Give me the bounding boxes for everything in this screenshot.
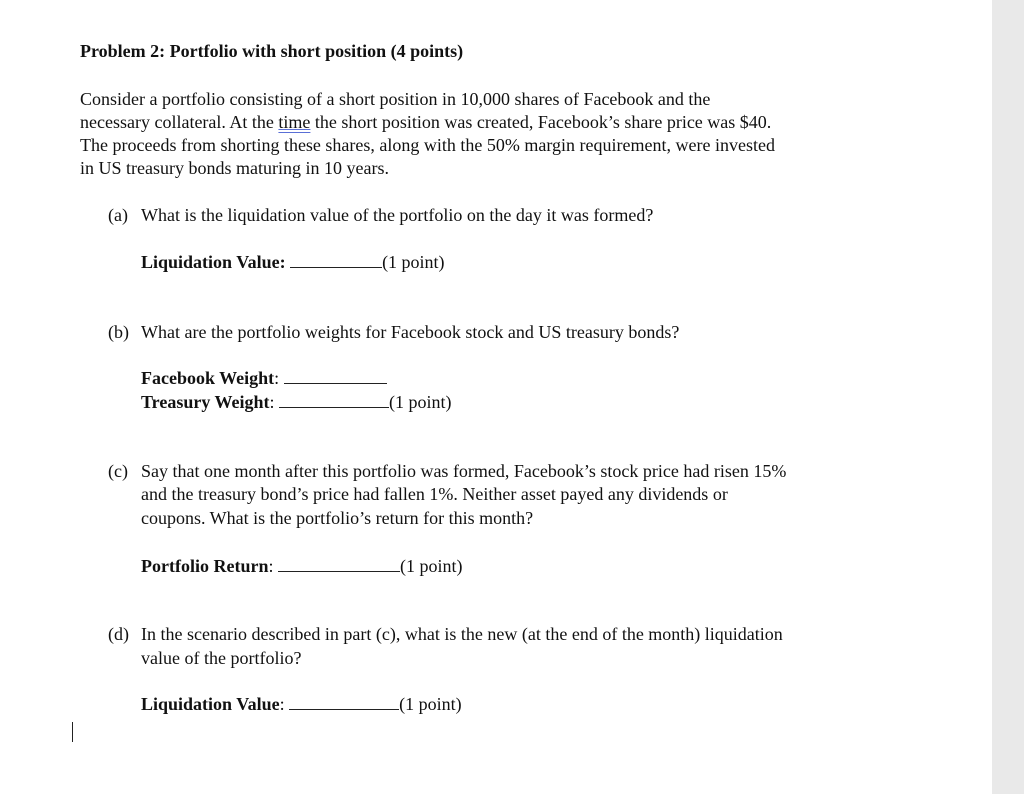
portfolio-return-blank[interactable] xyxy=(278,554,400,572)
portfolio-return-label: Portfolio Return xyxy=(141,556,269,576)
intro-line-3: The proceeds from shorting these shares, along with the 50% margin requirement, were invested xyxy=(80,135,775,155)
new-liquidation-value-blank[interactable] xyxy=(289,692,399,710)
facebook-weight-blank[interactable] xyxy=(284,366,387,384)
part-c-line-2: and the treasury bond’s price had fallen 1%. Neither asset payed any dividends or xyxy=(141,484,728,504)
intro-line-2-start: necessary collateral. At the xyxy=(80,112,279,132)
part-b-answer-row-1 xyxy=(141,366,387,390)
treasury-weight-blank[interactable] xyxy=(279,390,389,408)
liquidation-value-label: Liquidation Value: xyxy=(141,252,286,272)
part-d-points: (1 point) xyxy=(399,694,462,714)
liquidation-value-blank[interactable] xyxy=(290,250,382,268)
portfolio-return-colon: : xyxy=(268,556,274,576)
part-c-answer-row xyxy=(141,554,462,578)
new-liquidation-value-colon: : xyxy=(279,694,285,714)
part-a-points: (1 point) xyxy=(382,252,445,272)
part-d-line-1: In the scenario described in part (c), what is the new (at the end of the month) liquidation xyxy=(141,624,783,644)
part-d-label: (d) xyxy=(108,624,129,644)
facebook-weight-label: Facebook Weight xyxy=(141,368,275,388)
treasury-weight-colon: : xyxy=(269,392,275,412)
part-d-line-2: value of the portfolio? xyxy=(141,648,302,668)
part-c-line-1: Say that one month after this portfolio was formed, Facebook’s stock price had risen 15% xyxy=(141,461,787,481)
part-b-question: What are the portfolio weights for Facebook stock and US treasury bonds? xyxy=(141,322,680,342)
spellcheck-word[interactable]: time xyxy=(278,112,311,132)
part-b-answer-row-2 xyxy=(141,390,452,414)
part-c-label: (c) xyxy=(108,461,128,481)
text-cursor xyxy=(72,722,73,742)
intro-line-2-end: the short position was created, Facebook’s share price was $40. xyxy=(310,112,772,132)
part-c-line-3: coupons. What is the portfolio’s return for this month? xyxy=(141,508,534,528)
part-d-answer-row xyxy=(141,692,462,716)
problem-title: Problem 2: Portfolio with short position (4 points) xyxy=(80,41,464,61)
right-scroll-area[interactable] xyxy=(992,0,1024,794)
intro-line-4: in US treasury bonds maturing in 10 years. xyxy=(80,158,389,178)
part-a-label: (a) xyxy=(108,205,128,225)
part-a-question: What is the liquidation value of the portfolio on the day it was formed? xyxy=(141,205,654,225)
part-b-points: (1 point) xyxy=(389,392,452,412)
part-b-label: (b) xyxy=(108,322,129,342)
treasury-weight-label: Treasury Weight xyxy=(141,392,270,412)
new-liquidation-value-label: Liquidation Value xyxy=(141,694,280,714)
intro-line-1: Consider a portfolio consisting of a short position in 10,000 shares of Facebook and the xyxy=(80,89,711,109)
intro-line-2 xyxy=(80,111,771,134)
facebook-weight-colon: : xyxy=(274,368,280,388)
part-a-answer-row xyxy=(141,250,445,274)
part-c-points: (1 point) xyxy=(399,556,463,576)
